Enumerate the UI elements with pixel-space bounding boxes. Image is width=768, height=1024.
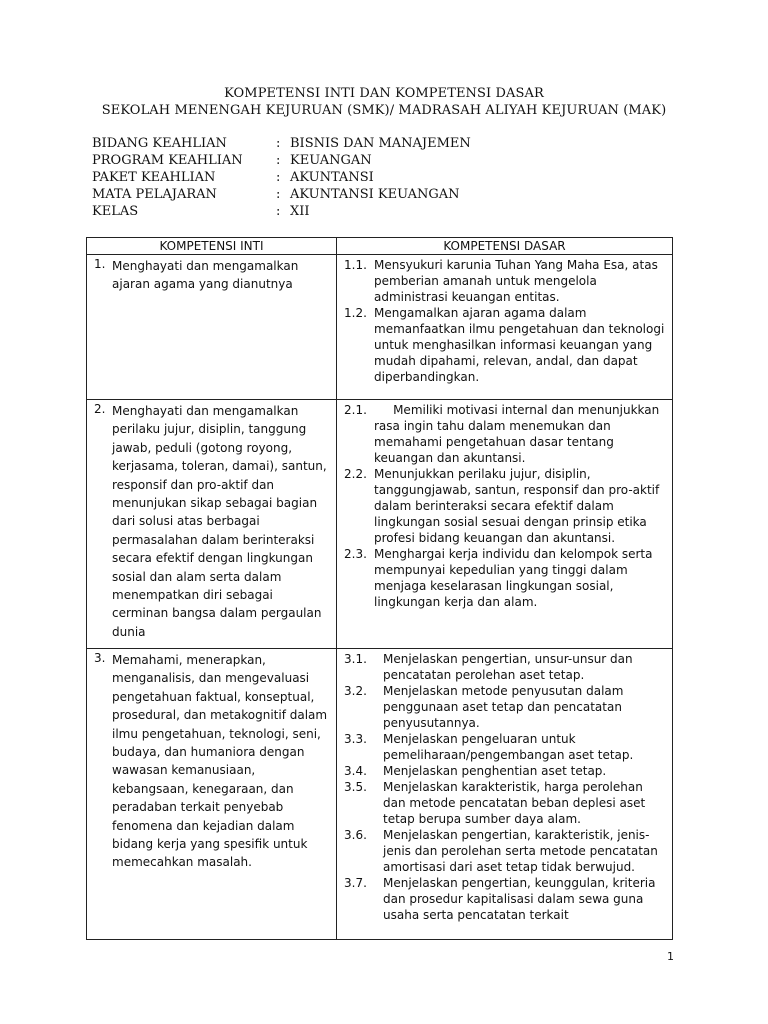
page-number: 1 <box>667 950 674 963</box>
info-block <box>92 135 471 220</box>
kd-item <box>337 305 672 385</box>
kd-item <box>337 827 672 875</box>
ki-cell <box>87 255 337 400</box>
ki-text: Memahami, menerapkan, menganalisis, dan mengevaluasi pengetahuan faktual, konseptual, prosedural, dan metakognitif dalam ilmu pengetahuan, teknologi, seni, budaya, dan humaniora dengan wawasan kemanusiaan, kebangsaan, kenegaraan, dan peradaban terkait penyebab fenomena dan kejadian dalam bidang kerja yang spesifik untuk memecahkan masalah. <box>112 653 328 870</box>
info-colon: : <box>276 170 281 185</box>
kd-text: Menjelaskan pengertian, keunggulan, kriteria dan prosedur kapitalisasi dalam sewa guna usaha serta pencatatan terkait <box>383 876 656 922</box>
info-label: KELAS <box>92 204 139 219</box>
table-header-row <box>87 238 673 255</box>
header-kompetensi-dasar: KOMPETENSI DASAR <box>337 238 673 255</box>
kd-item <box>337 466 672 546</box>
kd-item <box>337 402 672 466</box>
kd-number: 3.5. <box>344 780 367 794</box>
kd-item <box>337 779 672 827</box>
kd-cell <box>337 400 673 649</box>
info-value: BISNIS DAN MANAJEMEN <box>290 136 471 151</box>
kd-text: Menjelaskan penghentian aset tetap. <box>383 764 607 778</box>
kd-cell <box>337 255 673 400</box>
kd-number: 2.1. <box>344 403 367 417</box>
ki-cell <box>87 400 337 649</box>
info-row-kelas <box>92 203 471 220</box>
kd-text: Menjelaskan karakteristik, harga perolehan dan metode pencatatan beban deplesi aset tetap berupa sumber daya alam. <box>383 780 646 826</box>
ki-cell <box>87 649 337 940</box>
info-row-bidang <box>92 135 471 152</box>
ki-text: Menghayati dan mengamalkan perilaku jujur, disiplin, tanggung jawab, peduli (gotong royong, kerjasama, toleran, damai), santun, responsif dan pro-aktif dan menunjukan sikap sebagai bagian dari solusi atas berbagai permasalahan dalam berinteraksi secara efektif dengan lingkungan sosial dan alam serta dalam menempatkan diri sebagai cerminan bangsa dalam pergaulan dunia <box>112 404 327 639</box>
ki-text: Menghayati dan mengamalkan ajaran agama yang dianutnya <box>112 259 299 292</box>
kd-number: 3.4. <box>344 764 367 778</box>
kd-number: 3.1. <box>344 652 367 666</box>
document-title-line2: SEKOLAH MENENGAH KEJURUAN (SMK)/ MADRASAH ALIYAH KEJURUAN (MAK) <box>101 103 667 118</box>
info-colon: : <box>276 187 281 202</box>
kd-item <box>337 257 672 305</box>
kd-item <box>337 651 672 683</box>
kd-number: 1.1. <box>344 258 367 272</box>
kd-item <box>337 763 672 779</box>
kd-number: 2.2. <box>344 467 367 481</box>
info-colon: : <box>276 136 281 151</box>
kd-item <box>337 731 672 763</box>
info-value: AKUNTANSI <box>290 170 374 185</box>
table-row <box>87 649 673 940</box>
kd-text: Menghargai kerja individu dan kelompok serta mempunyai kepedulian yang tinggi dalam menjaga keselarasan lingkungan sosial, lingkungan kerja dan alam. <box>374 547 653 609</box>
info-label: PAKET KEAHLIAN <box>92 170 216 185</box>
info-value: AKUNTANSI KEUANGAN <box>290 187 460 202</box>
info-label: BIDANG KEAHLIAN <box>92 136 227 151</box>
header-kompetensi-inti: KOMPETENSI INTI <box>87 238 337 255</box>
kd-text: Memiliki motivasi internal dan menunjukkan rasa ingin tahu dalam menemukan dan memahami pengetahuan dasar tentang keuangan dan akuntansi. <box>374 403 664 465</box>
info-row-paket <box>92 169 471 186</box>
info-value: XII <box>290 204 310 219</box>
kd-number: 3.2. <box>344 684 367 698</box>
info-colon: : <box>276 153 281 168</box>
kd-number: 3.7. <box>344 876 367 890</box>
kd-text: Mengamalkan ajaran agama dalam memanfaatkan ilmu pengetahuan dan teknologi untuk menghasilkan informasi keuangan yang mudah dipahami, relevan, andal, dan dapat diperbandingkan. <box>374 306 665 384</box>
kd-number: 2.3. <box>344 547 367 561</box>
kd-text: Menjelaskan pengeluaran untuk pemeliharaan/pengembangan aset tetap. <box>383 732 634 762</box>
kd-text: Menjelaskan pengertian, unsur-unsur dan pencatatan perolehan aset tetap. <box>383 652 633 682</box>
kd-text: Menunjukkan perilaku jujur, disiplin, tanggungjawab, santun, responsif dan pro-aktif dalam berinteraksi secara efektif dalam lingkungan sosial sesuai dengan prinsip etika profesi bidang keuangan dan akuntansi. <box>374 467 660 545</box>
info-row-mapel <box>92 186 471 203</box>
document-title-line1: KOMPETENSI INTI DAN KOMPETENSI DASAR <box>224 86 544 101</box>
kd-number: 3.3. <box>344 732 367 746</box>
kd-number: 1.2. <box>344 306 367 320</box>
ki-number: 1. <box>94 257 106 271</box>
info-row-program <box>92 152 471 169</box>
info-value: KEUANGAN <box>290 153 372 168</box>
info-label: PROGRAM KEAHLIAN <box>92 153 243 168</box>
kd-item <box>337 875 672 923</box>
ki-number: 3. <box>94 651 106 665</box>
kd-number: 3.6. <box>344 828 367 842</box>
kd-cell <box>337 649 673 940</box>
ki-number: 2. <box>94 402 106 416</box>
kd-text: Menjelaskan pengertian, karakteristik, jenis-jenis dan perolehan serta metode pencatatan amortisasi dari aset tetap tidak berwujud. <box>383 828 658 874</box>
kd-text: Mensyukuri karunia Tuhan Yang Maha Esa, atas pemberian amanah untuk mengelola administrasi keuangan entitas. <box>374 258 658 304</box>
info-colon: : <box>276 204 281 219</box>
table-row <box>87 400 673 649</box>
table-row <box>87 255 673 400</box>
kd-item <box>337 546 672 610</box>
competency-table <box>86 237 673 940</box>
kd-text: Menjelaskan metode penyusutan dalam penggunaan aset tetap dan pencatatan penyusutannya. <box>383 684 624 730</box>
kd-item <box>337 683 672 731</box>
info-label: MATA PELAJARAN <box>92 187 217 202</box>
